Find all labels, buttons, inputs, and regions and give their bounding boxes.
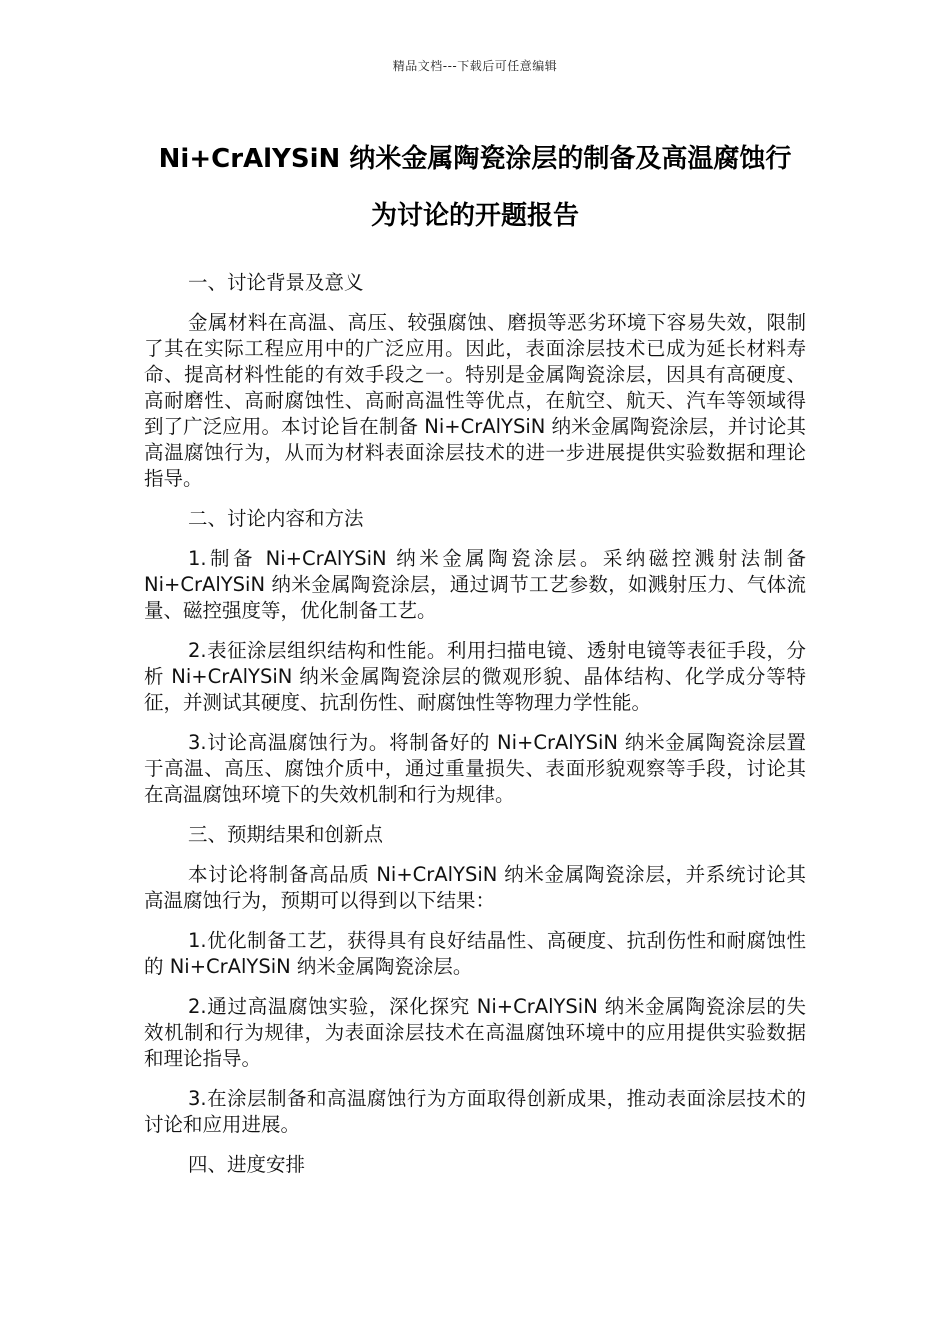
paragraph-results-intro: 本讨论将制备高品质 Ni+CrAlYSiN 纳米金属陶瓷涂层，并系统讨论其高温腐蚀行为，预期可以得到以下结果： (144, 863, 806, 912)
document-body (144, 270, 806, 1192)
section-heading-2: 二、讨论内容和方法 (188, 507, 364, 530)
paragraph-method-1: 1.制备 Ni+CrAlYSiN 纳米金属陶瓷涂层。采纳磁控溅射法制备 Ni+CrAlYSiN 纳米金属陶瓷涂层，通过调节工艺参数，如溅射压力、气体流量、磁控强度等，优化制备工艺。 (144, 547, 806, 622)
section-heading-4: 四、进度安排 (188, 1153, 306, 1176)
header-note: 精品文档---下载后可任意编辑 (392, 59, 558, 73)
paragraph-result-3: 3.在涂层制备和高温腐蚀行为方面取得创新成果，推动表面涂层技术的讨论和应用进展。 (144, 1087, 806, 1136)
paragraph-method-2: 2.表征涂层组织结构和性能。利用扫描电镜、透射电镜等表征手段，分析 Ni+CrAlYSiN 纳米金属陶瓷涂层的微观形貌、晶体结构、化学成分等特征，并测试其硬度、抗刮伤性、耐腐蚀性等物理力学性能。 (144, 639, 806, 714)
paragraph-method-3: 3.讨论高温腐蚀行为。将制备好的 Ni+CrAlYSiN 纳米金属陶瓷涂层置于高温、高压、腐蚀介质中，通过重量损失、表面形貌观察等手段，讨论其在高温腐蚀环境下的失效机制和行为规律。 (144, 731, 806, 806)
title-line-2: 为讨论的开题报告 (370, 201, 579, 231)
paragraph-result-1: 1.优化制备工艺，获得具有良好结晶性、高硬度、抗刮伤性和耐腐蚀性的 Ni+CrAlYSiN 纳米金属陶瓷涂层。 (144, 929, 806, 978)
title-line-1: Ni+CrAlYSiN 纳米金属陶瓷涂层的制备及高温腐蚀行 (158, 144, 792, 174)
paragraph-result-2: 2.通过高温腐蚀实验，深化探究 Ni+CrAlYSiN 纳米金属陶瓷涂层的失效机制和行为规律，为表面涂层技术在高温腐蚀环境中的应用提供实验数据和理论指导。 (144, 995, 806, 1070)
section-heading-3: 三、预期结果和创新点 (188, 823, 384, 846)
paragraph-background: 金属材料在高温、高压、较强腐蚀、磨损等恶劣环境下容易失效，限制了其在实际工程应用中的广泛应用。因此，表面涂层技术已成为延长材料寿命、提高材料性能的有效手段之一。特别是金属陶瓷涂层，因具有高硬度、高耐磨性、高耐腐蚀性、高耐高温性等优点，在航空、航天、汽车等领域得到了广泛应用。本讨论旨在制备 Ni+CrAlYSiN 纳米金属陶瓷涂层，并讨论其高温腐蚀行为，从而为材料表面涂层技术的进一步进展提供实验数据和理论指导。 (144, 311, 806, 490)
section-heading-1: 一、讨论背景及意义 (188, 271, 364, 294)
document-title (120, 131, 830, 245)
